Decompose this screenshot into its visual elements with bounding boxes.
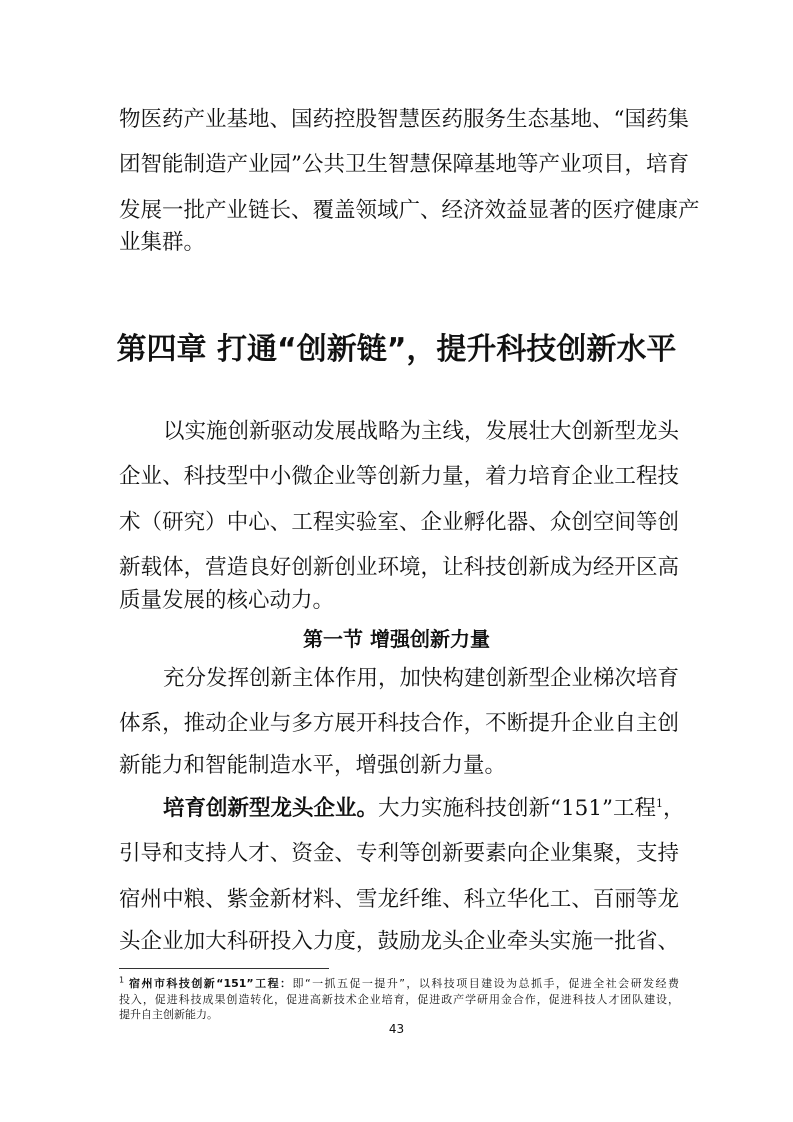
page-number: 43	[388, 1022, 405, 1036]
footnote-line: 提升自主创新能力。	[119, 1008, 218, 1021]
item-first-line-tail: ，	[663, 796, 685, 821]
text-line: 发展一批产业链长、覆盖领域广、经济效益显著的医疗健康产	[119, 198, 700, 223]
text-line: 头企业加大科研投入力度，鼓励龙头企业牵头实施一批省、	[119, 929, 679, 954]
text-line: 业集群。	[119, 230, 206, 255]
text-line: 新能力和智能制造水平，增强创新力量。	[119, 753, 507, 778]
footnote-separator	[119, 968, 329, 969]
item-heading: 培育创新型龙头企业。	[163, 796, 379, 821]
text-line: 术（研究）中心、工程实验室、企业孵化器、众创空间等创	[119, 510, 679, 535]
text-line: 宿州中粮、紫金新材料、雪龙纤维、科立华化工、百丽等龙	[119, 887, 679, 912]
section-title: 第一节 增强创新力量	[303, 627, 490, 651]
text-line: 团智能制造产业园”公共卫生智慧保障基地等产业项目，培育	[119, 152, 689, 177]
text-line	[163, 785, 685, 833]
footnote-mark: 1	[119, 975, 125, 985]
text-line: 引导和支持人才、资金、专利等创新要素向企业集聚，支持	[119, 841, 679, 866]
text-line: 以实施创新驱动发展战略为主线，发展壮大创新型龙头	[163, 419, 680, 444]
footnote-term: 宿州市科技创新“151”工程：	[129, 977, 293, 990]
text-line: 新载体，营造良好创新创业环境，让科技创新成为经开区高	[119, 555, 679, 580]
footnote-line: 投入，促进科技成果创造转化，促进高新技术企业培育，促进政产学研用金合作，促进科技人才团队建设，	[119, 993, 679, 1006]
text-line: 体系，推动企业与多方展开科技合作，不断提升企业自主创	[119, 711, 679, 736]
chapter-title: 第四章 打通“创新链”，提升科技创新水平	[116, 332, 677, 367]
footnote-reference[interactable]: 1	[656, 796, 664, 810]
item-first-line-text: 大力实施科技创新“151”工程	[378, 796, 657, 821]
text-line: 充分发挥创新主体作用，加快构建创新型企业梯次培育	[163, 666, 680, 691]
text-line: 物医药产业基地、国药控股智慧医药服务生态基地、“国药集	[119, 107, 689, 132]
footnote-text: 即“一抓五促一提升”，以科技项目建设为总抓手，促进全社会研发经费	[292, 977, 679, 990]
text-line: 企业、科技型中小微企业等创新力量，着力培育企业工程技	[119, 464, 679, 489]
text-line: 质量发展的核心动力。	[119, 588, 335, 613]
